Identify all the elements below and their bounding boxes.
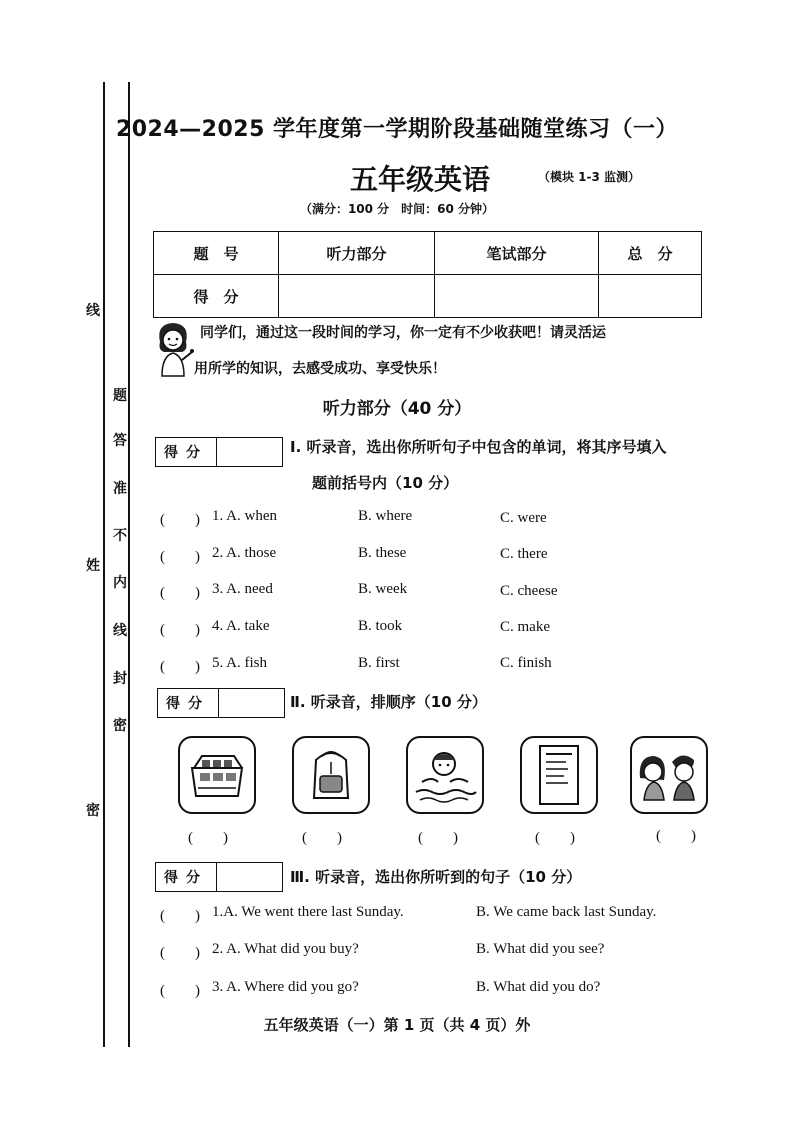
option-c: C. there — [500, 546, 548, 562]
shopping-list-icon — [520, 736, 598, 814]
margin-char-ti: 题 — [113, 388, 127, 404]
margin-char-xian2: 线 — [113, 623, 127, 639]
margin-char-bu: 不 — [113, 528, 127, 544]
scorebox-label: 得分 — [158, 689, 219, 717]
margin-char-xian: 线 — [86, 303, 100, 319]
sentence-b: B. We came back last Sunday. — [476, 904, 657, 920]
option-b: B. where — [358, 508, 413, 524]
scorebox-input[interactable] — [217, 863, 282, 891]
score-table-cell: 笔试部分 — [435, 232, 599, 275]
answer-paren[interactable]: ( ) — [160, 945, 200, 961]
sentence-b: B. What did you see? — [476, 941, 605, 957]
margin-char-zhun: 准 — [113, 481, 127, 497]
intro-line-2: 用所学的知识，去感受成功、享受快乐！ — [194, 361, 446, 377]
picture-answer-paren[interactable]: ( ) — [535, 830, 575, 846]
exam-subject: 五年级英语 — [350, 163, 491, 196]
margin-char-mi-bottom: 密 — [86, 803, 100, 819]
scorebox-section-3 — [155, 862, 283, 892]
score-input-writing[interactable] — [435, 275, 599, 318]
option-a: 1. A. when — [212, 508, 277, 524]
score-table-score-row — [154, 275, 702, 318]
answer-paren[interactable]: ( ) — [160, 549, 200, 565]
margin-char-mi: 密 — [113, 718, 127, 734]
scorebox-input[interactable] — [219, 689, 284, 717]
listening-section-title: 听力部分（40 分） — [322, 399, 472, 419]
section-2-heading: Ⅱ. 听录音，排顺序（10 分） — [290, 693, 487, 711]
exam-title: 2024—2025 学年度第一学期阶段基础随堂练习（一） — [115, 117, 679, 142]
score-input-listening[interactable] — [279, 275, 435, 318]
margin-char-da: 答 — [113, 433, 127, 449]
scorebox-section-2 — [157, 688, 285, 718]
score-table-cell: 听力部分 — [279, 232, 435, 275]
picture-answer-paren[interactable]: ( ) — [418, 830, 458, 846]
swimming-boy-icon — [406, 736, 484, 814]
score-table-cell: 题 号 — [154, 232, 279, 275]
section-3-heading: Ⅲ. 听录音，选出你所听到的句子（10 分） — [290, 868, 582, 886]
sentence-a: 3. A. Where did you go? — [212, 979, 359, 995]
answer-paren[interactable]: ( ) — [160, 512, 200, 528]
children-talking-icon — [630, 736, 708, 814]
girl-teacher-icon — [152, 320, 194, 378]
option-b: B. these — [358, 545, 407, 561]
option-c: C. were — [500, 510, 547, 526]
option-a: 3. A. need — [212, 581, 273, 597]
sentence-a: 2. A. What did you buy? — [212, 941, 359, 957]
margin-char-feng: 封 — [113, 671, 127, 687]
margin-char-xing: 姓 — [86, 558, 100, 574]
section-1-heading: Ⅰ. 听录音，选出你所听句子中包含的单词，将其序号填入 — [290, 438, 667, 456]
box-of-goods-icon — [178, 736, 256, 814]
margin-line-left — [103, 82, 105, 1047]
margin-line-right — [128, 82, 130, 1047]
score-table-header-row — [154, 232, 702, 275]
option-b: B. first — [358, 655, 400, 671]
option-b: B. took — [358, 618, 403, 634]
picture-answer-paren[interactable]: ( ) — [656, 828, 696, 844]
option-a: 2. A. those — [212, 545, 277, 561]
section-1-heading-cont: 题前括号内（10 分） — [312, 474, 459, 492]
score-input-total[interactable] — [599, 275, 702, 318]
picture-answer-paren[interactable]: ( ) — [302, 830, 342, 846]
option-c: C. cheese — [500, 583, 558, 599]
sentence-b: B. What did you do? — [476, 979, 601, 995]
option-c: C. finish — [500, 655, 552, 671]
scorebox-label: 得分 — [156, 438, 217, 466]
option-b: B. week — [358, 581, 408, 597]
score-table-cell: 总 分 — [599, 232, 702, 275]
module-note: （模块 1-3 监测） — [538, 170, 641, 184]
score-table-cell: 得 分 — [154, 275, 279, 318]
page-footer: 五年级英语（一）第 1 页（共 4 页）外 — [263, 1016, 531, 1034]
scorebox-section-1 — [155, 437, 283, 467]
answer-paren[interactable]: ( ) — [160, 659, 200, 675]
sentence-a: 1.A. We went there last Sunday. — [212, 904, 404, 920]
scorebox-label: 得分 — [156, 863, 217, 891]
answer-paren[interactable]: ( ) — [160, 622, 200, 638]
backpack-icon — [292, 736, 370, 814]
score-info: （满分：100 分 时间：60 分钟） — [299, 202, 495, 216]
answer-paren[interactable]: ( ) — [160, 585, 200, 601]
answer-paren[interactable]: ( ) — [160, 908, 200, 924]
score-table — [153, 231, 702, 318]
option-c: C. make — [500, 619, 550, 635]
answer-paren[interactable]: ( ) — [160, 983, 200, 999]
option-a: 4. A. take — [212, 618, 270, 634]
margin-char-nei: 内 — [113, 575, 127, 591]
option-a: 5. A. fish — [212, 655, 268, 671]
intro-line-1: 同学们，通过这一段时间的学习，你一定有不少收获吧！请灵活运 — [200, 325, 606, 341]
picture-answer-paren[interactable]: ( ) — [188, 830, 228, 846]
scorebox-input[interactable] — [217, 438, 282, 466]
